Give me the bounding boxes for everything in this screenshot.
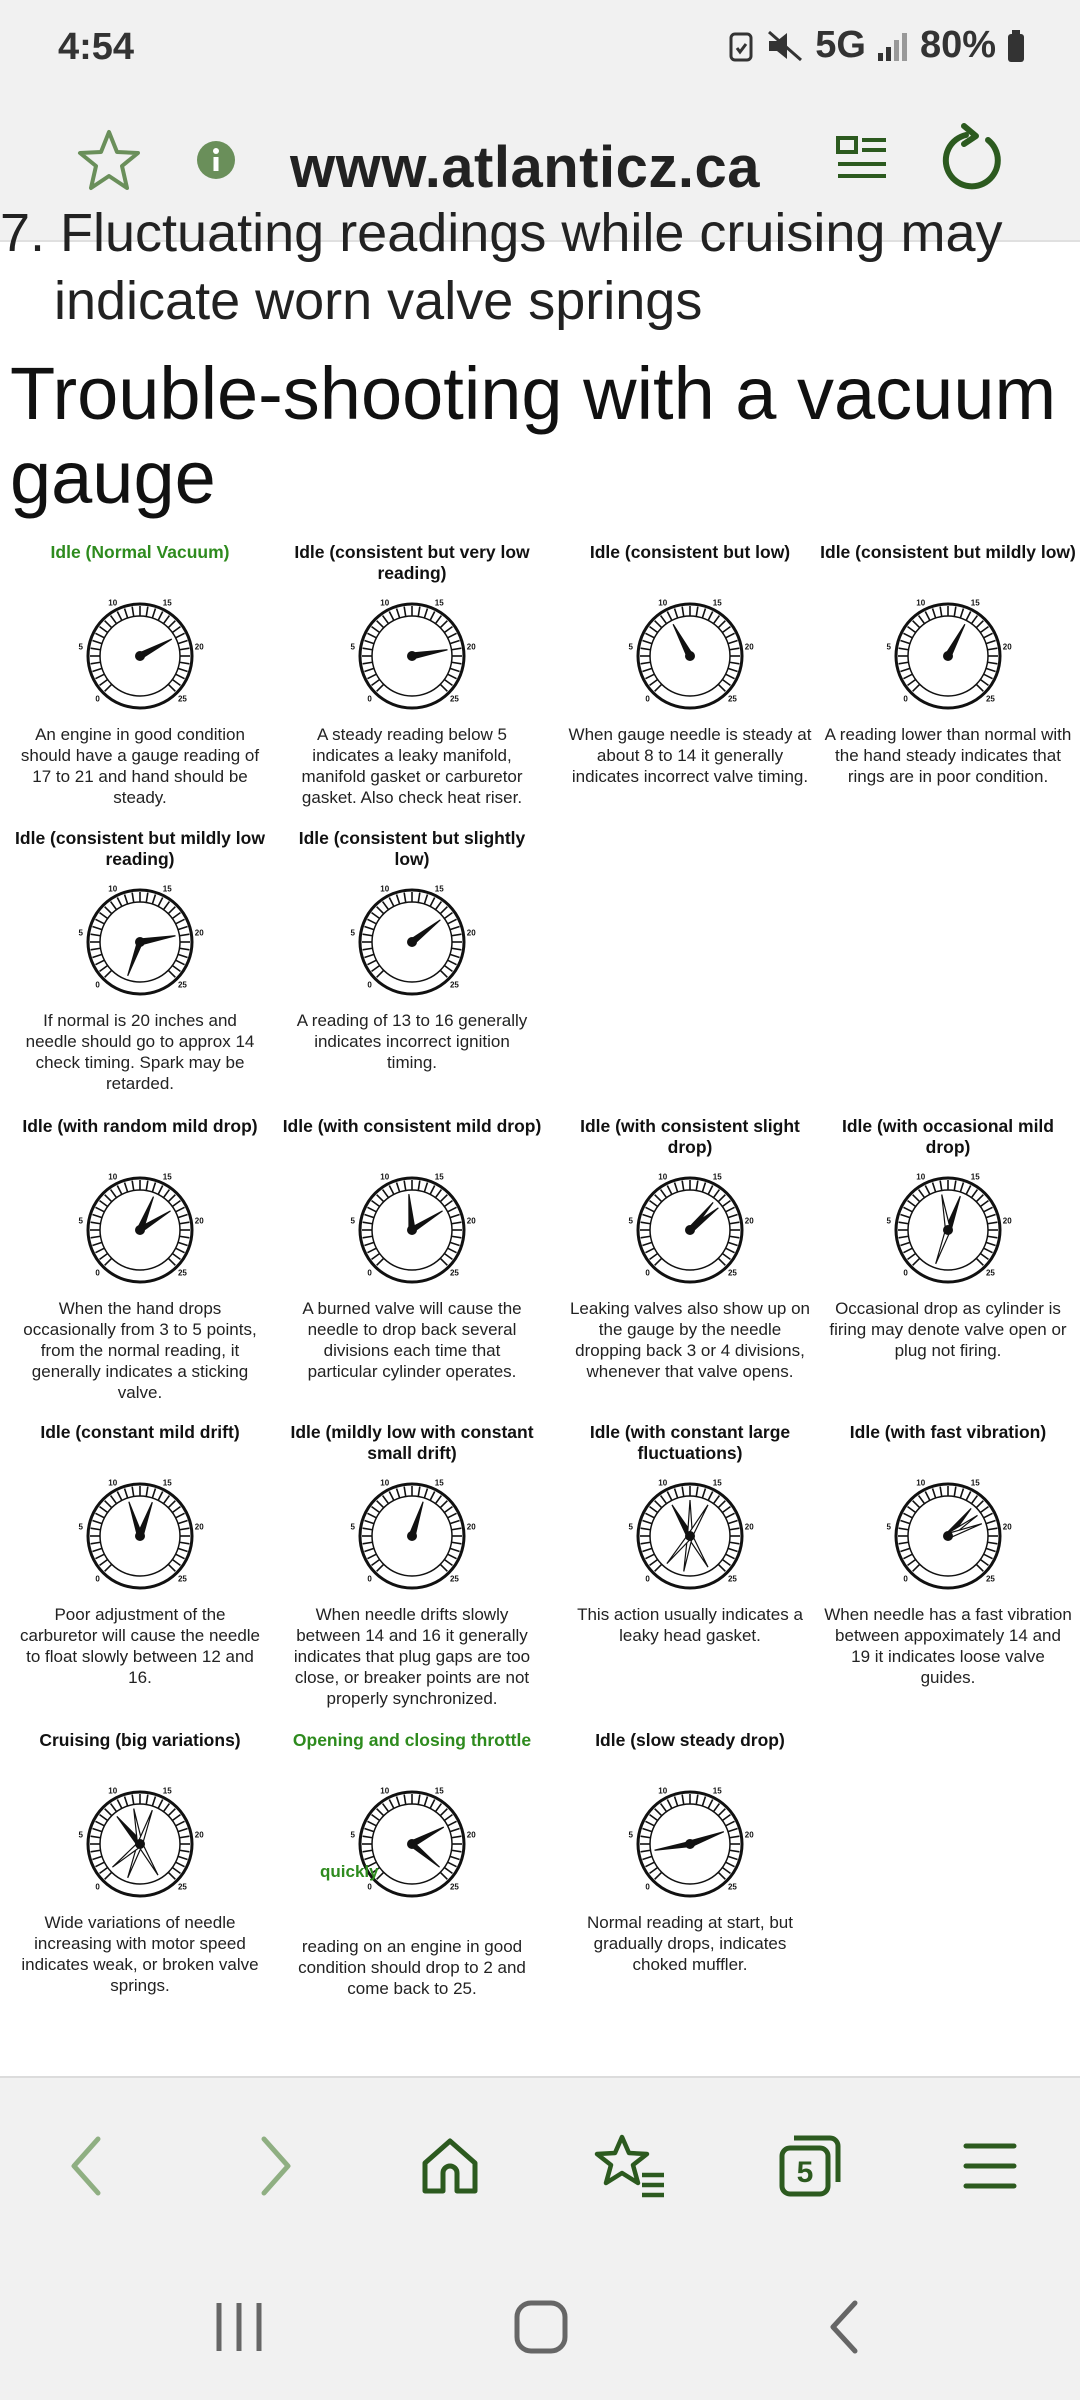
gauge-scale-label: 10 [380,598,390,608]
gauge-description: Wide variations of needle increasing with motor speed indicates weak, or broken valve springs. [21,1913,259,1995]
gauge-scale-label: 20 [194,1216,204,1226]
gauge-scale-label: 20 [744,642,754,652]
back-icon [58,2131,118,2201]
gauge-scale-label: 10 [380,1478,390,1488]
gauge-description: reading on an engine in good condition should drop to 2 and come back to 25. [298,1937,526,1998]
gauge-scale-label: 15 [162,1172,172,1182]
home-button[interactable] [402,2118,498,2214]
gauge-scale-label: 10 [108,1786,118,1796]
status-time: 4:54 [58,26,135,68]
gauge-scale-label: 10 [658,1786,668,1796]
gauge-scale-label: 0 [95,1882,100,1892]
gauge-scale-label: 15 [970,598,980,608]
vacuum-gauge-icon [347,874,477,1004]
gauge-title: Idle (with consistent slight drop) [580,1116,800,1157]
gauge-description: When needle has a fast vibration between appoximately 14 and 19 it indicates loose valve guides. [824,1605,1072,1687]
gauge-description: A steady reading below 5 indicates a leaky manifold, manifold gasket or carburetor gasket. Also check heat riser. [301,725,523,807]
tab-count: 5 [796,2156,814,2189]
gauge-card [818,1116,1078,1361]
gauge-scale-label: 10 [380,1172,390,1182]
menu-icon [960,2136,1020,2196]
tabs-icon [774,2130,846,2202]
gauge-scale-label: 20 [466,928,476,938]
gauge-scale-label: 0 [95,1574,100,1584]
gauge-description: This action usually indicates a leaky head gasket. [577,1605,803,1645]
gauge-scale-label: 25 [727,694,737,704]
vacuum-gauge-icon [347,1468,477,1598]
gauge-card [560,542,820,787]
gauge-scale-label: 0 [95,694,100,704]
gauge-scale-label: 5 [350,642,355,652]
signal-icon [876,29,910,63]
bookmark-star-icon[interactable] [74,126,144,196]
gauge-title: Idle (consistent but slightly low) [298,828,526,869]
network-type: 5G [815,24,866,66]
gauge-card [818,1422,1078,1688]
vacuum-gauge-icon [75,1162,205,1292]
gauge-scale-label: 10 [658,1478,668,1488]
gauge-scale-label: 15 [712,1786,722,1796]
gauge-scale-label: 0 [645,1882,650,1892]
gauge-scale-label: 5 [350,928,355,938]
cutoff-list-item: 7. Fluctuating readings while cruising may [0,203,1003,263]
gauge-scale-label: 15 [712,1478,722,1488]
gauge-scale-label: 10 [916,1478,926,1488]
gauge-scale-label: 0 [645,1574,650,1584]
gauge-scale-label: 20 [466,1522,476,1532]
gauge-description: Occasional drop as cylinder is firing may denote valve open or plug not firing. [829,1299,1067,1360]
gauge-scale-label: 0 [95,1268,100,1278]
gauge-scale-label: 25 [449,980,459,990]
gauge-scale-label: 15 [434,1478,444,1488]
gauge-scale-label: 10 [380,884,390,894]
gauge-scale-label: 5 [628,1216,633,1226]
gauge-title: Idle (with fast vibration) [849,1422,1047,1442]
gauge-scale-label: 25 [985,1268,995,1278]
gauge-scale-label: 25 [449,694,459,704]
vacuum-gauge-icon [347,1162,477,1292]
gauge-scale-label: 25 [449,1574,459,1584]
gauge-scale-label: 10 [108,1172,118,1182]
gauge-scale-label: 20 [194,1522,204,1532]
gauge-scale-label: 20 [1002,1522,1012,1532]
gauge-description: When gauge needle is steady at about 8 to 14 it generally indicates incorrect valve timing. [568,725,812,786]
gauge-scale-label: 25 [985,1574,995,1584]
vacuum-gauge-icon [347,588,477,718]
gauge-scale-label: 5 [628,1522,633,1532]
gauge-title: Idle (slow steady drop) [595,1730,785,1750]
gauge-description: A burned valve will cause the needle to drop back several divisions each time that particular cylinder operates. [302,1299,522,1381]
recent-apps-button[interactable] [194,2282,284,2372]
gauge-scale-label: 20 [1002,642,1012,652]
gauge-scale-label: 5 [886,642,891,652]
vacuum-gauge-icon [75,588,205,718]
gauge-scale-label: 0 [903,694,908,704]
forward-icon [244,2131,304,2201]
gauge-scale-label: 20 [194,928,204,938]
gauge-title: Idle (with consistent mild drop) [282,1116,542,1136]
gauge-scale-label: 0 [367,980,372,990]
gauge-scale-label: 10 [108,884,118,894]
gauge-scale-label: 0 [367,1574,372,1584]
gauge-scale-label: 10 [658,1172,668,1182]
gauge-scale-label: 20 [466,1216,476,1226]
gauge-title: Idle (Normal Vacuum) [50,542,230,562]
browser-toolbar [0,2076,1080,2252]
battery-percent: 80% [919,24,996,66]
gauge-description: A reading of 13 to 16 generally indicates incorrect ignition timing. [296,1011,528,1072]
gauge-card [282,542,542,808]
gauge-description: If normal is 20 inches and needle should go to approx 14 check timing. Spark may be retarded. [25,1011,255,1093]
gauge-scale-label: 15 [434,884,444,894]
gauge-card [282,1116,542,1382]
gauge-scale-label: 5 [886,1522,891,1532]
gauge-title: Idle (constant mild drift) [40,1422,240,1442]
gauge-scale-label: 25 [449,1882,459,1892]
gauge-scale-label: 10 [108,1478,118,1488]
gauge-scale-label: 15 [162,884,172,894]
gauge-title: Opening and closing throttle [292,1730,532,1750]
gauge-scale-label: 15 [712,598,722,608]
gauge-scale-label: 10 [658,598,668,608]
gauge-scale-label: 25 [177,1882,187,1892]
gauge-title: Idle (consistent but very low reading) [294,542,530,583]
gauge-scale-label: 0 [645,1268,650,1278]
gauge-scale-label: 25 [449,1268,459,1278]
gauge-scale-label: 10 [916,1172,926,1182]
vacuum-gauge-icon [75,874,205,1004]
gauge-scale-label: 5 [78,1522,83,1532]
gauge-card [10,828,270,1094]
gauge-scale-label: 5 [78,1830,83,1840]
gauge-scale-label: 10 [916,598,926,608]
gauge-scale-label: 10 [380,1786,390,1796]
gauge-scale-label: 15 [162,1478,172,1488]
gauge-card [10,1422,270,1688]
gauge-description: Leaking valves also show up on the gauge by the needle dropping back 3 or 4 divisions, whenever that valve opens. [569,1299,811,1381]
gauge-description: When needle drifts slowly between 14 and 16 it generally indicates that plug gaps are too close, or breaker points are not properly synchronized. [293,1605,531,1708]
gauge-scale-label: 25 [177,980,187,990]
vacuum-gauge-icon [75,1776,205,1906]
gauge-title: Idle (consistent but mildly low) [820,542,1076,562]
gauge-title: Idle (consistent but low) [589,542,791,562]
recent-apps-icon [209,2297,269,2357]
gauge-card [282,828,542,1073]
gauge-description: Normal reading at start, but gradually drops, indicates choked muffler. [587,1913,793,1974]
mute-icon [765,28,805,64]
home-nav-icon [511,2297,571,2357]
gauge-scale-label: 5 [350,1830,355,1840]
gauge-scale-label: 0 [367,1882,372,1892]
gauge-scale-label: 5 [628,1830,633,1840]
home-icon [415,2131,485,2201]
gauge-card [818,542,1078,787]
url-text[interactable]: www.atlanticz.ca [290,135,760,200]
gauge-card [282,1422,542,1709]
gauge-scale-label: 5 [886,1216,891,1226]
status-indicators [727,24,1026,67]
gauge-scale-label: 5 [350,1216,355,1226]
back-button[interactable] [40,2118,136,2214]
gauge-scale-label: 5 [78,642,83,652]
vacuum-gauge-icon [625,1162,755,1292]
gauge-scale-label: 25 [727,1574,737,1584]
gauge-scale-label: 15 [434,1172,444,1182]
gauge-description: An engine in good condition should have a gauge reading of 17 to 21 and hand should be steady. [20,725,260,807]
gauge-scale-label: 20 [194,1830,204,1840]
gauge-scale-label: 25 [177,694,187,704]
gauge-scale-label: 20 [1002,1216,1012,1226]
gauge-title: Idle (with occasional mild drop) [842,1116,1054,1157]
gauge-scale-label: 20 [194,642,204,652]
gauge-scale-label: 25 [985,694,995,704]
vacuum-gauge-icon [883,1468,1013,1598]
refresh-icon[interactable] [936,124,1008,196]
gauge-scale-label: 5 [78,1216,83,1226]
gauge-scale-label: 0 [645,694,650,704]
gauge-scale-label: 0 [367,1268,372,1278]
gauge-card [10,1116,270,1403]
gauge-title: Cruising (big variations) [39,1730,241,1750]
bookmarks-button[interactable] [582,2118,678,2214]
home-nav-button[interactable] [496,2282,586,2372]
gauge-scale-label: 10 [108,598,118,608]
forward-button[interactable] [226,2118,322,2214]
tabs-button[interactable] [762,2118,858,2214]
gauge-scale-label: 20 [466,642,476,652]
bookmarks-icon [592,2131,668,2201]
page-heading: Trouble-shooting with a vacuum gauge [10,352,1057,519]
site-info-icon[interactable] [196,140,236,180]
gauge-card [560,1730,820,1975]
vacuum-gauge-icon [347,1776,477,1906]
vacuum-gauge-icon [625,588,755,718]
gauge-scale-label: 25 [177,1268,187,1278]
gauge-scale-label: 15 [712,1172,722,1182]
reader-mode-icon[interactable] [832,130,892,190]
gauge-title: Idle (with constant large fluctuations) [589,1422,791,1463]
vacuum-gauge-icon [625,1468,755,1598]
gauge-scale-label: 25 [727,1882,737,1892]
web-content[interactable] [0,203,1080,2078]
system-nav-bar [0,2252,1080,2400]
cutoff-list-item-continued: indicate worn valve springs [54,271,703,331]
gauge-scale-label: 5 [628,642,633,652]
alarm-icon [727,28,755,64]
vacuum-gauge-icon [883,1162,1013,1292]
gauge-scale-label: 20 [744,1216,754,1226]
vacuum-gauge-icon [625,1776,755,1906]
gauge-scale-label: 0 [367,694,372,704]
gauge-scale-label: 20 [744,1522,754,1532]
gauge-card [10,1730,270,1996]
menu-button[interactable] [942,2118,1038,2214]
gauge-description: A reading lower than normal with the hand steady indicates that rings are in poor condition. [824,725,1072,786]
gauge-scale-label: 25 [727,1268,737,1278]
back-nav-icon [815,2297,875,2357]
gauge-scale-label: 15 [970,1478,980,1488]
gauge-scale-label: 0 [903,1268,908,1278]
gauge-scale-label: 20 [744,1830,754,1840]
gauge-scale-label: 15 [970,1172,980,1182]
status-bar [0,0,1080,100]
gauge-scale-label: 0 [903,1574,908,1584]
quickly-label: quickly [320,1862,379,1881]
vacuum-gauge-icon [883,588,1013,718]
gauge-card [10,542,270,808]
gauge-scale-label: 25 [177,1574,187,1584]
battery-icon [1006,28,1026,64]
gauge-title: Idle (with random mild drop) [22,1116,258,1136]
gauge-description: Poor adjustment of the carburetor will cause the needle to float slowly between 12 and 16. [19,1605,261,1687]
gauge-scale-label: 5 [350,1522,355,1532]
gauge-scale-label: 15 [162,598,172,608]
gauge-card [560,1422,820,1646]
vacuum-gauge-icon [75,1468,205,1598]
gauge-scale-label: 15 [162,1786,172,1796]
back-nav-button[interactable] [800,2282,890,2372]
gauge-scale-label: 0 [95,980,100,990]
gauge-scale-label: 15 [434,1786,444,1796]
gauge-scale-label: 15 [434,598,444,608]
gauge-scale-label: 5 [78,928,83,938]
gauge-description: When the hand drops occasionally from 3 to 5 points, from the normal reading, it generally indicates a sticking valve. [23,1299,257,1402]
gauge-card [560,1116,820,1382]
gauge-scale-label: 20 [466,1830,476,1840]
gauge-title: Idle (consistent but mildly low reading) [15,828,265,869]
gauge-title: Idle (mildly low with constant small drift) [290,1422,534,1463]
